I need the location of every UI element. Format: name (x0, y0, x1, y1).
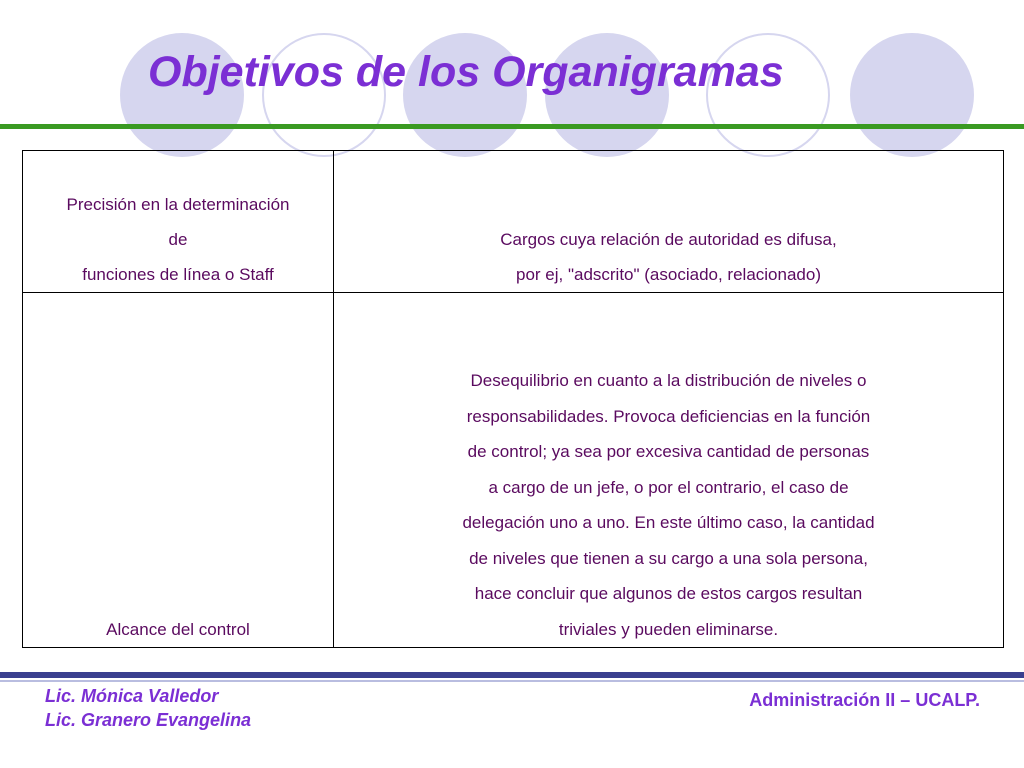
cell-line: de control; ya sea por excesiva cantidad de personas (467, 442, 870, 461)
cell-line: hace concluir que algunos de estos cargos resultan (474, 584, 863, 603)
cell-line: de niveles que tienen a su cargo a una sola persona, (469, 548, 868, 568)
cell-line: Desequilibrio en cuanto a la distribución de niveles o (470, 371, 867, 390)
row-1-topic (23, 151, 334, 293)
footer-authors (45, 684, 251, 732)
decor-circle-6 (850, 33, 974, 157)
table-row (23, 293, 1004, 648)
footer-course: Administración II – UCALP. (749, 690, 980, 710)
title-divider (0, 124, 1024, 129)
slide-title: Objetivos de los Organigramas (148, 48, 784, 96)
cell-line: por ej, "adscrito" (asociado, relacionado) (515, 265, 821, 284)
row-2-topic (23, 293, 334, 648)
cell-line: triviales y pueden eliminarse. (558, 619, 779, 639)
cell-line: a cargo de un jefe, o por el contrario, el caso de (488, 477, 849, 497)
cell-line: Alcance del control (106, 619, 250, 639)
footer-divider-thin (0, 680, 1024, 682)
cell-line: delegación uno a uno. En este último caso, la cantidad (462, 513, 875, 532)
row-2-description (334, 293, 1004, 648)
cell-line: Cargos cuya relación de autoridad es difusa, (500, 230, 837, 249)
objectives-table (22, 150, 1004, 648)
author-name: Lic. Mónica Valledor (45, 686, 219, 706)
table-row (23, 151, 1004, 293)
cell-line: responsabilidades. Provoca deficiencias en la función (466, 406, 871, 426)
footer-divider (0, 672, 1024, 678)
row-1-description (334, 151, 1004, 293)
cell-line: de (168, 230, 188, 249)
cell-line: funciones de línea o Staff (82, 265, 274, 284)
author-name: Lic. Granero Evangelina (45, 710, 252, 730)
cell-line: Precisión en la determinación (66, 195, 290, 214)
